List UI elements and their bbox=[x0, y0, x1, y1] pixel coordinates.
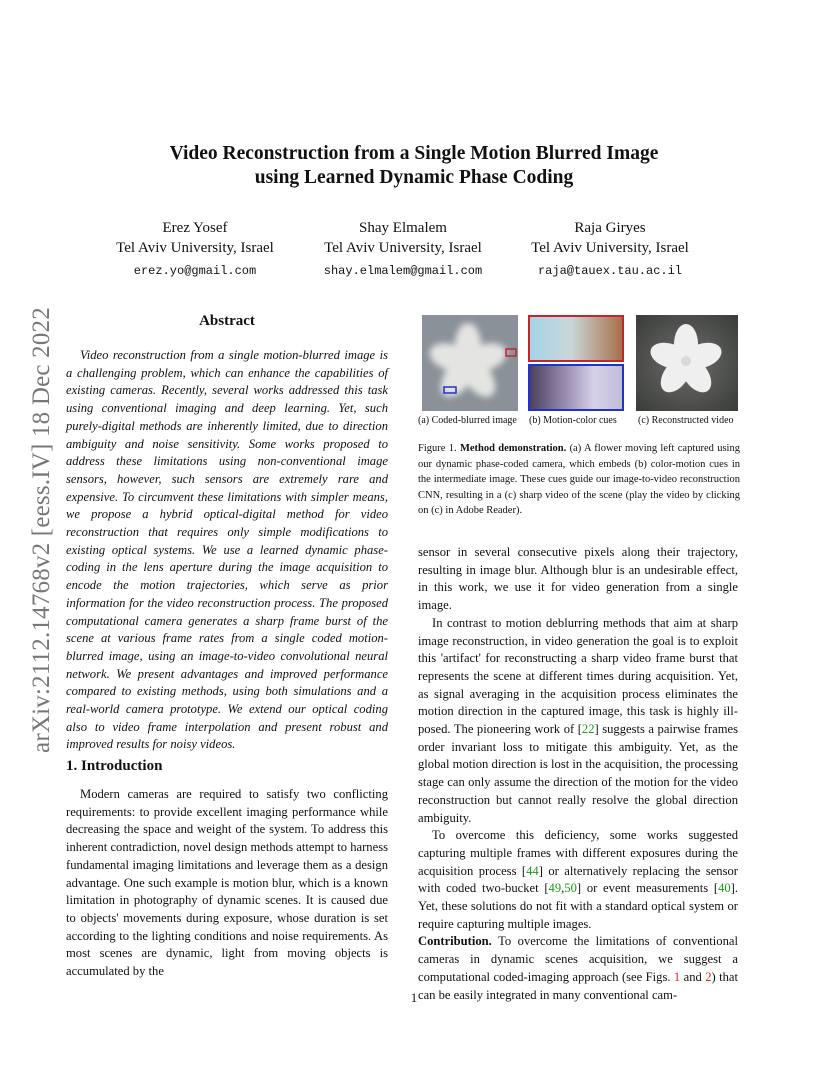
author-affiliation: Tel Aviv University, Israel bbox=[324, 240, 482, 256]
section-heading-introduction: 1. Introduction bbox=[66, 758, 163, 774]
citation-link[interactable]: 50 bbox=[564, 881, 577, 896]
caption-c: (c) Reconstructed video bbox=[638, 415, 734, 426]
author-affiliation: Tel Aviv University, Israel bbox=[531, 240, 689, 256]
abstract-text bbox=[66, 347, 388, 754]
motion-cue-crop-blue bbox=[528, 364, 624, 411]
caption-a: (a) Coded-blurred image bbox=[418, 415, 517, 426]
author-block-3 bbox=[500, 218, 720, 281]
paragraph: To overcome this deficiency, some works suggested capturing multiple frames with different exposures during the acquisition process [44] or alternatively replacing the sensor with coded two-bucket [49,50] or event measurements [40]. Yet, these solutions do not fit with a standard optical system or require capturing multiple images. bbox=[418, 828, 738, 931]
intro-paragraph: Modern cameras are required to satisfy two conflicting requirements: to provide excellent imaging performance while decreasing the space and weight of the system. To address this inherent contradiction, novel design methods attempt to harness fundamental imaging limitations and leverage them as a design advantage. One such example is motion blur, which is a known limitation in photography of dynamic scenes. It is caused due to objects' movements during exposure, whose duration is set according to the lighting conditions and noise requirements. As most scenes are dynamic, light from moving objects is accumulated by the bbox=[66, 787, 388, 979]
author-email[interactable]: raja@tauex.tau.ac.il bbox=[537, 264, 683, 278]
author-affiliation: Tel Aviv University, Israel bbox=[116, 240, 274, 256]
title-line-1: Video Reconstruction from a Single Motion Blurred Image bbox=[169, 143, 659, 164]
figure-caption bbox=[418, 441, 740, 519]
citation-link[interactable]: 49 bbox=[548, 881, 562, 896]
figure-text: (a) A flower moving left captured using our dynamic phase-coded camera, which embeds (b) color-motion cues in the intermediate image. These cues guide our image-to-video reconstruction CNN, resulting in a (c) sharp video of the scene (play the video by clicking on (c) in Adobe Reader). bbox=[418, 443, 740, 517]
author-email[interactable]: shay.elmalem@gmail.com bbox=[323, 264, 483, 278]
motion-cue-crop-red bbox=[528, 315, 624, 362]
title-line-2: using Learned Dynamic Phase Coding bbox=[254, 167, 574, 188]
author-name: Shay Elmalem bbox=[359, 220, 447, 236]
figure-link[interactable]: 2 bbox=[705, 969, 712, 984]
arxiv-stamp: arXiv:2112.14768v2 [eess.IV] 18 Dec 2022 bbox=[28, 307, 55, 753]
citation-link[interactable]: 40 bbox=[718, 881, 731, 896]
figure-1 bbox=[418, 313, 740, 429]
author-name: Erez Yosef bbox=[162, 220, 228, 236]
right-column-text bbox=[418, 544, 738, 1004]
author-name: Raja Giryes bbox=[574, 220, 646, 236]
paragraph: In contrast to motion deblurring methods that aim at sharp image reconstruction, in video generation the goal is to exploit this 'artifact' for reconstructing a sharp video frame burst that represents the scene at different times during acquisition. Yet, as signal averaging in the acquisition process eliminates the motion direction in the captured image, this task is highly ill-posed. The pioneering work of [22] suggests a pairwise frames order invariant loss to mitigate this ambiguity. Yet, as the global motion direction is lost in the acquisition, the processing stage can only assume the direction of the motion for the video reconstruction but cannot really resolve the global direction ambiguity. bbox=[418, 615, 738, 825]
abstract-paragraph: Video reconstruction from a single motion-blurred image is a challenging problem, which can enhance the capabilities of existing cameras. Recently, several works addressed this task using conventional imaging and deep learning. Yet, such purely-digital methods are inherently limited, due to direction ambiguity and noise sensitivity. Some works proposed to address these limitations using non-conventional image sensors, however, such sensors are extremely rare and expensive. To circumvent these limitations with simpler means, we propose a hybrid optical-digital method for video reconstruction that requires only simple modifications to existing optical systems. We use a learned dynamic phase-coding in the lens aperture during the image acquisition to encode the motion trajectories, which serve as prior information for the video reconstruction process. The proposed computational camera generates a sharp frame burst of the scene at various frame rates from a single coded motion-blurred image, using an image-to-video convolutional neural network. We present advantages and improved performance compared to existing methods, using both simulations and a real-world camera prototype. We extend our optical coding also to video frame interpolation and present robust and improved results for noisy videos. bbox=[66, 348, 388, 752]
caption-b: (b) Motion-color cues bbox=[529, 415, 617, 426]
author-block-1 bbox=[85, 218, 305, 281]
contribution-label: Contribution. bbox=[418, 934, 492, 949]
figure-title: Method demonstration. bbox=[459, 443, 567, 454]
intro-text bbox=[66, 786, 388, 981]
figure-label: Figure 1. bbox=[418, 443, 457, 454]
paragraph: Contribution. To overcome the limitations of conventional cameras in dynamic scenes acquisition, we suggest a computational coded-imaging approach (see Figs. 1 and 2) that can be easily integrated in many conventional cam- bbox=[418, 934, 738, 1002]
page-number: 1 bbox=[410, 990, 418, 1005]
figure-link[interactable]: 1 bbox=[673, 969, 681, 984]
author-email[interactable]: erez.yo@gmail.com bbox=[133, 264, 257, 278]
author-block-2 bbox=[293, 218, 513, 281]
abstract-heading: Abstract bbox=[199, 313, 255, 329]
paper-title bbox=[0, 142, 828, 190]
coded-blurred-image bbox=[422, 315, 518, 411]
reconstructed-video[interactable] bbox=[636, 315, 738, 411]
citation-link[interactable]: 44 bbox=[526, 863, 539, 878]
paragraph: sensor in several consecutive pixels along their trajectory, resulting in image blur. Although blur is an undesirable effect, in this work, we use it for video generation from a single image. bbox=[418, 545, 738, 613]
citation-link[interactable]: 22 bbox=[581, 722, 595, 737]
